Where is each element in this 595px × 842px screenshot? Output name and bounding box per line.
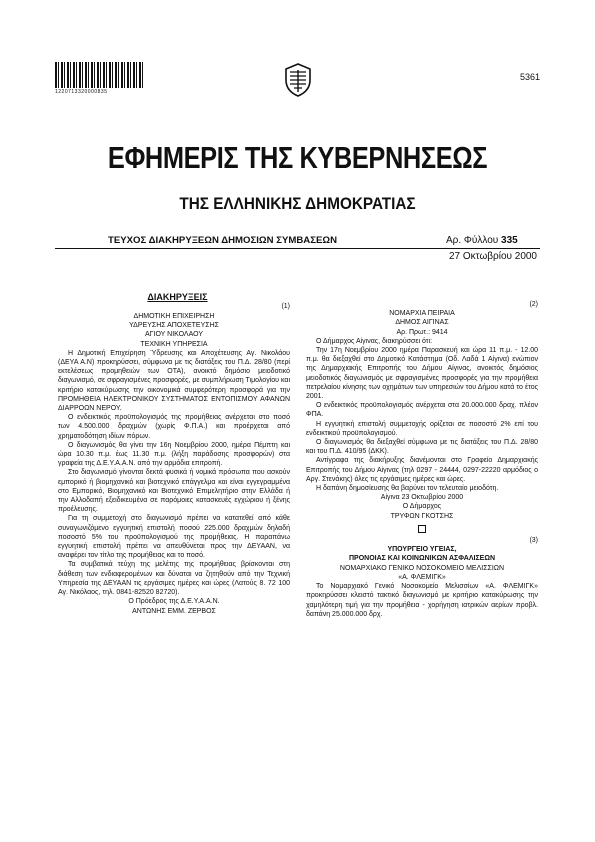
org-line: ΥΔΡΕΥΣΗΣ ΑΠΟΧΕΤΕΥΣΗΣ [129,322,219,330]
notice-paragraph: Ο διαγωνισμός θα διεξαχθεί σύμφωνα με τις διατάξεις του Π.Δ. 28/80 και του Π.Δ. 410/95 (ΔΚΚ). [306,439,538,456]
org-line: ΔΗΜΟΤΙΚΗ ΕΠΙΧΕΙΡΗΣΗ [133,313,215,320]
place-date: Αίγινα 23 Οκτωβρίου 2000 [380,494,464,502]
protocol-number: Αρ. Πρωτ.: 9414 [396,328,448,336]
notice-paragraph: Για τη συμμετοχή στο διαγωνισμό πρέπει να κατατεθεί από κάθε συναγωνιζόμενο εγγυητική επιστολή ποσού 225.000 δραχμών δηλαδή ποσοστό 5% του προϋπολογισμού της προμήθειας. Η παραπάνω εγγυητική επιστολή πρέπει να απευθύνεται προς την ΔΕΥΑΑΝ, να αναφέρει τον τίτλο της προμήθειας και το ποσό. [58,515,290,560]
issue-label: Αρ. Φύλλου [446,235,499,246]
notice-paragraph: Ο ενδεικτικός προϋπολογισμός της προμήθειας ανέρχεται στο ποσό των 4.500.000 δραχμών (χωρίς Φ.Π.Α.) και προέρχεται από χρηματοδότηση ιδίων πόρων. [58,414,290,440]
masthead-title: ΕΦΗΜΕΡΙΣ ΤΗΣ ΚΥΒΕΡΝΗΣΕΩΣ [107,140,488,175]
org-line: ΔΗΜΟΣ ΑΙΓΙΝΑΣ [395,319,449,327]
issue-date: 27 Οκτωβρίου 2000 [448,251,537,262]
header-rule [55,248,540,249]
left-column [58,292,290,616]
org-line: ΝΟΜΑΡΧΙΑ ΠΕΙΡΑΙΑ [389,310,455,318]
notice-intro: Ο Δήμαρχος Αίγινας, διακηρύσσει ότι: [316,337,433,345]
notice-paragraph: Ο ενδεικτικός προϋπολογισμός ανέρχεται στα 20.000.000 δραχ. πλέον ΦΠΑ. [306,402,538,419]
right-column [306,300,538,619]
org-line: ΤΕΧΝΙΚΗ ΥΠΗΡΕΣΙΑ [140,340,208,348]
notice-paragraph: Η εγγυητική επιστολή συμμετοχής ορίζεται σε ποσοστό 2% επί του ενδεικτικού προϋπολογισμού. [306,420,538,437]
notice-marker: (1) [281,303,290,310]
issue-number: 335 [501,235,518,246]
page-number: 5361 [519,72,540,82]
signature-name: ΑΝΤΩΝΗΣ ΕΜΜ. ΖΕΡΒΟΣ [132,607,216,615]
notice-paragraph: Τα συμβατικά τεύχη της μελέτης της προμήθειας βρίσκονται στη διάθεση των ενδιαφερομένων και δύναται να ζητηθούν από την Τεχνική Υπηρεσία της ΔΕΥΑΑΝ τις εργάσιμες ημέρες και ώρες (Λατούς 8. 72 100 Αγ. Νικόλαος, τηλ. 0841-82520 82720). [58,561,290,597]
notice-paragraph: Ο διαγωνισμός θα γίνει την 16η Νοεμβρίου 2000, ημέρα Πέμπτη και ώρα 10.30 π.μ. έως 11.30 π.μ. (λήξη παράδοσης προσφορών) στα γραφεία της Δ.Ε.Υ.Α.Α.Ν. από την αρμόδια επιτροπή. [58,441,290,468]
signature-name: ΤΡΥΦΩΝ ΓΚΟΤΣΗΣ [390,512,454,520]
issue-number-line [446,235,518,246]
signature-role: Ο Πρόεδρος της Δ.Ε.Υ.Α.Α.Ν. [128,598,220,606]
notice-paragraph: Η Δημοτική Επιχείρηση Ύδρευσης και Αποχέτευσης Αγ. Νικολάου (ΔΕΥΑ Α.Ν) προκηρύσσει, σύμφωνα με τις διατάξεις του Π.Δ. 28/80 (περί εκτελέσεως προμηθειών των ΟΤΑ), ανοικτό δημόσιο μειοδοτικό διαγωνισμό, σε σφραγισμένες προσφορές, με συμπλήρωση Τιμολογίου και κριτήριο κατακύρωσης την οικονομικά συμφερότερη προσφορά για την ΠΡΟΜΗΘΕΙΑ ΗΛΕΚΤΡΟΝΙΚΟΥ ΣΥΣΤΗΜΑΤΟΣ ΕΝΤΟΠΙΣΜΟΥ ΑΦΑΝΩΝ ΔΙΑΡΡΟΩΝ ΝΕΡΟΥ. [58,349,290,413]
org-line: ΥΠΟΥΡΓΕΙΟ ΥΓΕΙΑΣ, [387,546,457,554]
notice-paragraph: Αντίγραφα της διακήρυξης διανέμονται στο Γραφείο Δημαρχιακής Επιτροπής του Δήμου Αίγινας (τηλ 0297 - 24444, 0297-22220 αρμόδιος ο Αργ. Στενάκης) όλες τις εργάσιμες ημέρες και ώρες. [306,457,538,483]
org-line: ΝΟΜΑΡΧΙΑΚΟ ΓΕΝΙΚΟ ΝΟΣΟΚΟΜΕΙΟ ΜΕΛΙΣΣΙΩΝ [339,564,505,572]
section-title: ΔΙΑΚΗΡΥΞΕΙΣ [147,292,208,302]
notice-paragraph: Την 17η Νοεμβρίου 2000 ημέρα Παρασκευή και ώρα 11 π.μ. - 12.00 π.μ. θα διεξαχθεί στο Δημοτικό Κατάστημα (Οδ. Λαδά 1 Αίγινα) ενώπιον της Δημαρχιακής Επιτροπής του Δήμου Αίγινας, ανοικτός δημόσιος μειοδοτικός διαγωνισμός με σφραγισμένες προσφορές για την προμήθεια πετρελαίου κίνησης των οχημάτων των υπηρεσιών του Δήμου κατά το έτος 2001. [306,347,538,401]
notice-marker: (2) [529,301,538,308]
org-line: ΠΡΟΝΟΙΑΣ ΚΑΙ ΚΟΙΝΩΝΙΚΩΝ ΑΣΦΑΛΙΣΕΩΝ [348,555,496,563]
notice-paragraph: Στο διαγωνισμό γίνονται δεκτά φυσικά ή νομικά πρόσωπα που ασκούν εμπορικό ή βιομηχανικό και βιοτεχνικό επάγγελμα και είναι εγγεγραμμένα στο Εμπορικό, Βιομηχανικό και Βιοτεχνικό Επιμελητήριο στην Ελλάδα ή την Αλλοδαπή εξειδικευμένα σε παρόμοιες κατασκευές εγχώριου ή ξένης προέλευσης. [58,469,290,514]
coat-of-arms-icon [280,62,316,98]
issue-title: ΤΕΥΧΟΣ ΔΙΑΚΗΡΥΞΕΩΝ ΔΗΜΟΣΙΩΝ ΣΥΜΒΑΣΕΩΝ [108,235,337,246]
org-line: «Α. ΦΛΕΜΙΓΚ» [398,573,446,581]
notice-paragraph: Το Νομαρχιακό Γενικό Νοσοκομείο Μελισσίων «Α. ΦΛΕΜΙΓΚ» προκηρύσσει κλειστό τακτικό διαγωνισμό με κριτήριο κατακύρωσης την χαμηλότερη τιμή για την προμήθεια - χορήγηση ιατρικών αερίων προβλ. δαπάνη 25.000.000 δρχ. [306,583,538,618]
separator-square-icon [306,525,538,536]
org-line: ΑΓΙΟΥ ΝΙΚΟΛΑΟΥ [144,331,204,339]
notice-marker: (3) [529,537,538,545]
notice-paragraph: Η δαπάνη δημοσίευσης θα βαρύνει τον τελευταίο μειοδότη. [316,485,499,493]
masthead-subtitle: ΤΗΣ ΕΛΛΗΝΙΚΗΣ ΔΗΜΟΚΡΑΤΙΑΣ [179,194,416,213]
signature-role: Ο Δήμαρχος [402,503,442,511]
barcode [55,62,143,88]
barcode-number: 1220713320000835 [55,89,108,95]
